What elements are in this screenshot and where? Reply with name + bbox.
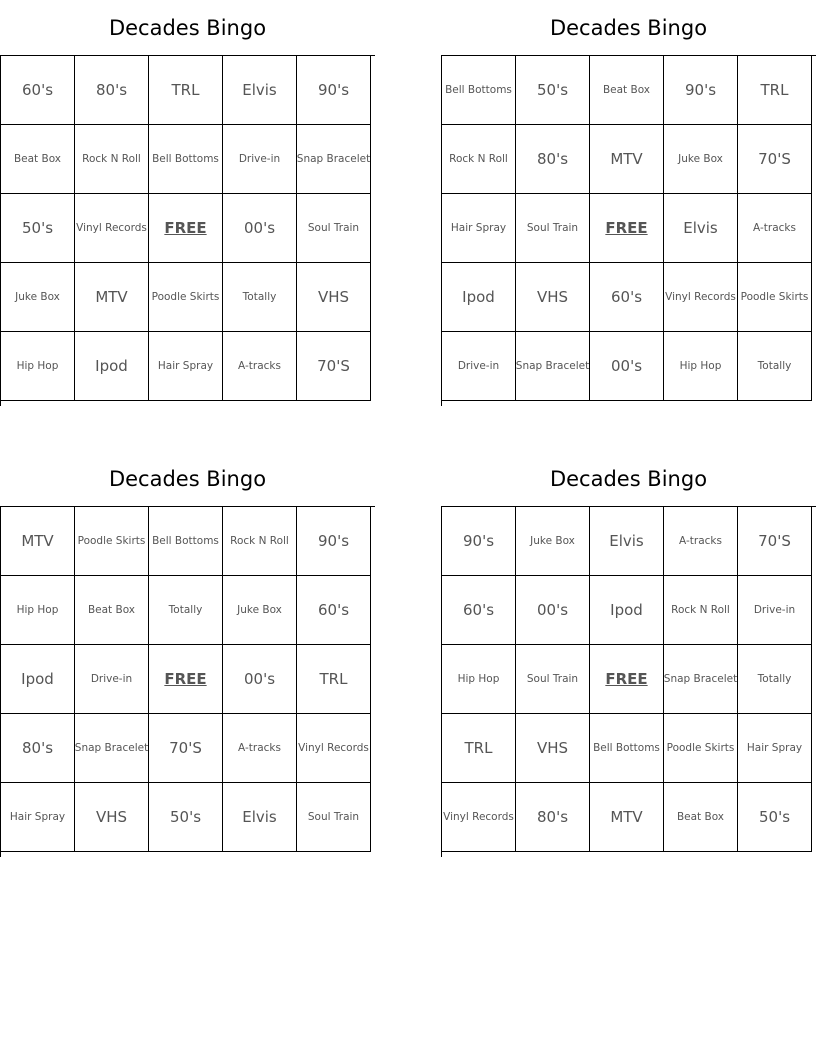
bingo-cell: 60's [590,263,664,332]
bingo-cell: 00's [223,194,297,263]
bingo-cell: Beat Box [590,56,664,125]
bingo-cell: Drive-in [738,576,812,645]
bingo-cell: Juke Box [516,507,590,576]
bingo-cell: 00's [516,576,590,645]
bingo-cell: VHS [516,714,590,783]
bingo-cell: MTV [590,125,664,194]
bingo-cell: Bell Bottoms [149,125,223,194]
bingo-cell: Ipod [590,576,664,645]
bingo-cell: 50's [149,783,223,852]
bingo-cell: Totally [738,332,812,401]
bingo-cell: Drive-in [442,332,516,401]
bingo-cell: 50's [516,56,590,125]
card-title: Decades Bingo [108,467,267,491]
bingo-cell: Bell Bottoms [442,56,516,125]
bingo-grid [441,506,816,857]
free-space-cell: FREE [149,645,223,714]
bingo-cell: Bell Bottoms [590,714,664,783]
bingo-cell: 70'S [297,332,371,401]
bingo-cell: TRL [442,714,516,783]
bingo-cell: Beat Box [664,783,738,852]
bingo-cell: Juke Box [223,576,297,645]
bingo-cell: Ipod [1,645,75,714]
bingo-cell: Hair Spray [442,194,516,263]
bingo-cell: Elvis [590,507,664,576]
bingo-cell: 50's [1,194,75,263]
bingo-cell: Bell Bottoms [149,507,223,576]
bingo-cell: 70'S [738,125,812,194]
bingo-cell: A-tracks [223,714,297,783]
bingo-cell: 80's [516,783,590,852]
bingo-cell: Vinyl Records [442,783,516,852]
bingo-cell: Hair Spray [1,783,75,852]
bingo-cell: Hip Hop [1,332,75,401]
bingo-cell: 80's [75,56,149,125]
bingo-cell: Vinyl Records [664,263,738,332]
bingo-cell: Elvis [223,56,297,125]
bingo-cell: Snap Bracelet [75,714,149,783]
bingo-cell: Snap Bracelet [297,125,371,194]
bingo-cell: Rock N Roll [442,125,516,194]
bingo-cell: Rock N Roll [223,507,297,576]
bingo-cell: TRL [149,56,223,125]
bingo-cell: 90's [664,56,738,125]
bingo-cell: Beat Box [75,576,149,645]
bingo-cell: Totally [223,263,297,332]
bingo-cell: 90's [297,56,371,125]
bingo-cell: VHS [75,783,149,852]
bingo-cell: Vinyl Records [297,714,371,783]
bingo-cell: Poodle Skirts [738,263,812,332]
bingo-cell: Elvis [664,194,738,263]
bingo-cell: Hair Spray [149,332,223,401]
bingo-grid [0,506,375,857]
bingo-cell: Ipod [75,332,149,401]
bingo-cell: 00's [223,645,297,714]
bingo-cell: Rock N Roll [75,125,149,194]
bingo-cell: Ipod [442,263,516,332]
bingo-cell: VHS [516,263,590,332]
bingo-cell: Poodle Skirts [75,507,149,576]
bingo-cell: Vinyl Records [75,194,149,263]
card-title: Decades Bingo [549,16,708,40]
free-space-cell: FREE [590,645,664,714]
bingo-cell: Elvis [223,783,297,852]
bingo-cell: Hip Hop [1,576,75,645]
bingo-cell: TRL [297,645,371,714]
bingo-cell: Juke Box [664,125,738,194]
card-title: Decades Bingo [108,16,267,40]
bingo-cell: 50's [738,783,812,852]
bingo-cell: A-tracks [738,194,812,263]
bingo-cell: 60's [297,576,371,645]
free-space-cell: FREE [590,194,664,263]
bingo-cell: Hip Hop [442,645,516,714]
bingo-cell: Totally [149,576,223,645]
bingo-cell: 90's [297,507,371,576]
bingo-cell: 00's [590,332,664,401]
bingo-cell: Soul Train [516,645,590,714]
free-space-cell: FREE [149,194,223,263]
bingo-cell: 80's [1,714,75,783]
card-title: Decades Bingo [549,467,708,491]
bingo-cell: Hair Spray [738,714,812,783]
bingo-cell: 80's [516,125,590,194]
bingo-cell: Soul Train [297,194,371,263]
bingo-cell: A-tracks [223,332,297,401]
bingo-grid [0,55,375,406]
bingo-cell: Rock N Roll [664,576,738,645]
bingo-cell: 60's [442,576,516,645]
bingo-cell: TRL [738,56,812,125]
bingo-cell: 60's [1,56,75,125]
bingo-cell: Juke Box [1,263,75,332]
bingo-cell: Soul Train [516,194,590,263]
bingo-cell: Snap Bracelet [516,332,590,401]
bingo-cell: VHS [297,263,371,332]
bingo-cell: 70'S [149,714,223,783]
bingo-cell: Poodle Skirts [664,714,738,783]
bingo-cell: Totally [738,645,812,714]
bingo-cell: MTV [590,783,664,852]
bingo-cell: MTV [75,263,149,332]
bingo-cell: Soul Train [297,783,371,852]
bingo-cell: 70'S [738,507,812,576]
bingo-cell: Snap Bracelet [664,645,738,714]
bingo-cell: 90's [442,507,516,576]
bingo-grid [441,55,816,406]
bingo-cell: Drive-in [223,125,297,194]
bingo-cell: MTV [1,507,75,576]
bingo-cell: Beat Box [1,125,75,194]
bingo-cell: Poodle Skirts [149,263,223,332]
bingo-cell: Drive-in [75,645,149,714]
bingo-cell: A-tracks [664,507,738,576]
bingo-cell: Hip Hop [664,332,738,401]
